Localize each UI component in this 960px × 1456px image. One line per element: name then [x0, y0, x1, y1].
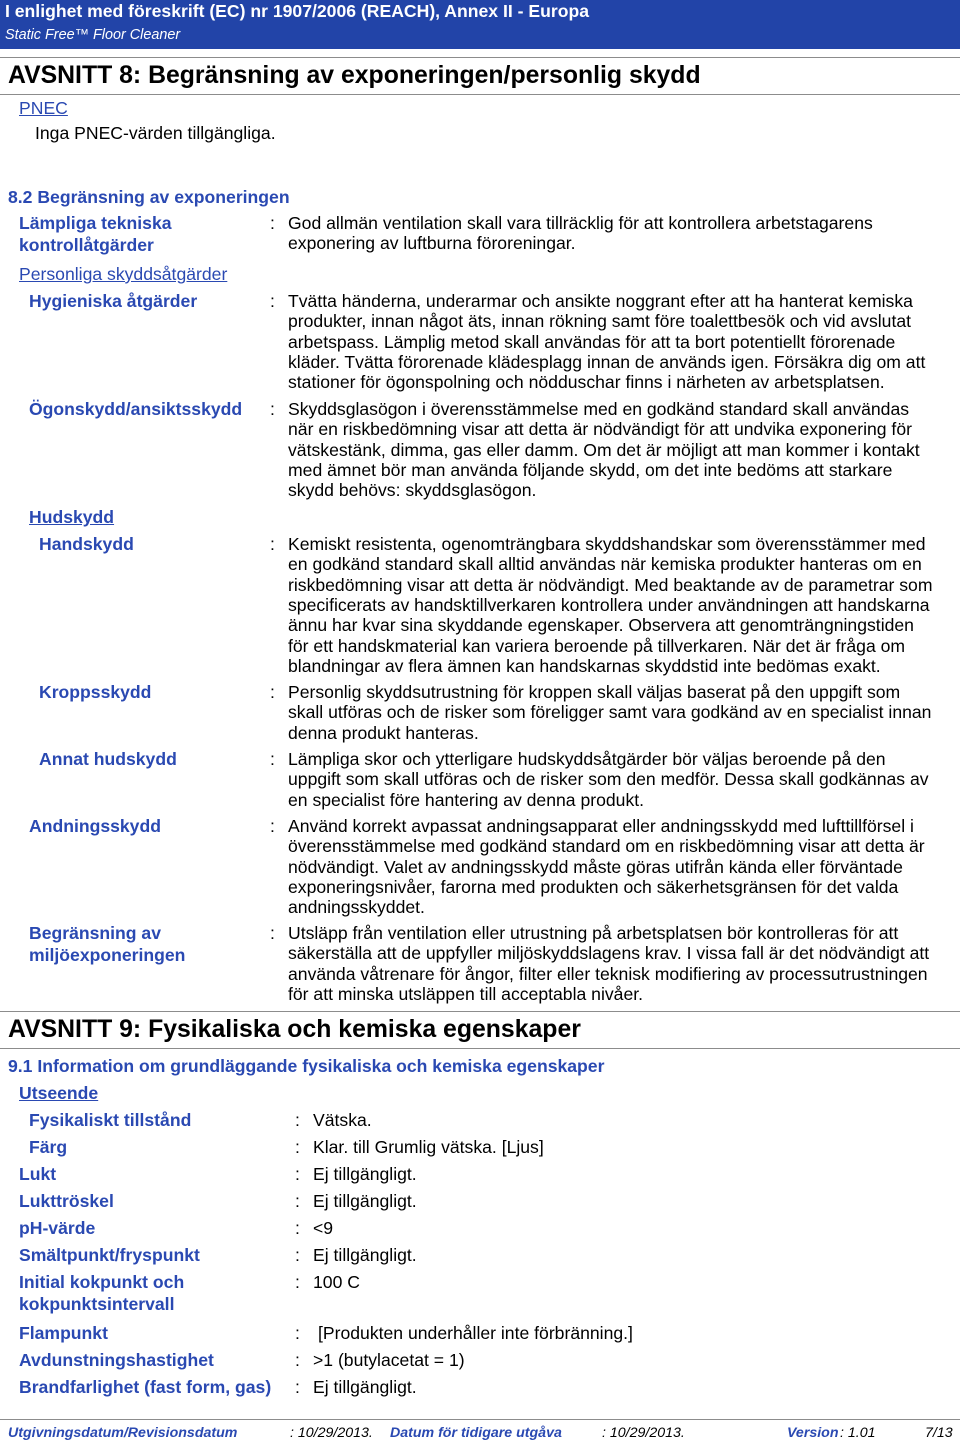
- body-protection-text-line: skall utföras och de risker som föreligger samt vara godkänd av en specialist innan: [288, 702, 932, 723]
- environmental-exposure-text-line: säkerställa att de uppfyller miljöskyddslagens krav. I vissa fall är det nödvändigt att: [288, 943, 930, 964]
- separator-colon: :: [295, 1164, 300, 1184]
- separator-colon: :: [295, 1377, 300, 1397]
- hand-protection-text-line: en godkänd standard skall alltid användas när kemiska produkter hanteras om en: [288, 554, 922, 575]
- boiling-point-label-line: Initial kokpunkt och: [19, 1272, 185, 1292]
- environmental-exposure-label-line: miljöexponeringen: [29, 945, 186, 965]
- property-label-odor: Lukt: [19, 1164, 57, 1184]
- engineering-controls-label-line: kontrollåtgärder: [19, 235, 154, 255]
- property-value-evaporation-rate: >1 (butylacetat = 1): [313, 1350, 465, 1370]
- skin-protection-heading: Hudskydd: [29, 507, 115, 527]
- other-skin-protection-value: [288, 749, 929, 810]
- body-protection-label: Kroppsskydd: [39, 682, 152, 702]
- hand-protection-text-line: ännu har kvar sina skyddande egenskaper. Observera att genomträngningstiden: [288, 615, 914, 636]
- section-9-header: [0, 1011, 960, 1049]
- eye-face-label: Ögonskydd/ansiktsskydd: [29, 399, 243, 419]
- separator-colon: :: [270, 923, 275, 943]
- hand-protection-text-line: specificerats av handsktillverkaren kontrollera under användningen att handskarna: [288, 594, 930, 615]
- property-label-flammability: Brandfarlighet (fast form, gas): [19, 1377, 272, 1397]
- hygiene-text-line: stationer för ögonspolning och nödduschar finns i närheten av arbetsplatsen.: [288, 372, 885, 393]
- environmental-exposure-text-line: för att minska utsläppen till acceptabla nivåer.: [288, 983, 644, 1004]
- separator-colon: :: [270, 213, 275, 233]
- engineering-controls-label-line: Lämpliga tekniska: [19, 213, 172, 233]
- product-name: Static Free™ Floor Cleaner: [5, 27, 181, 43]
- separator-colon: :: [270, 291, 275, 311]
- engineering-controls-value: [288, 213, 873, 254]
- body-protection-text-line: denna produkt hanteras.: [288, 722, 479, 743]
- section-8-title: AVSNITT 8: Begränsning av exponeringen/personlig skydd: [8, 62, 701, 89]
- separator-colon: :: [295, 1218, 300, 1238]
- separator-colon: :: [270, 816, 275, 836]
- separator-colon: :: [295, 1272, 300, 1292]
- separator-colon: :: [270, 682, 275, 702]
- property-label-evaporation-rate: Avdunstningshastighet: [19, 1350, 214, 1370]
- property-label-odor-threshold: Lukttröskel: [19, 1191, 114, 1211]
- footer-previous-date-label: Datum för tidigare utgåva: [390, 1425, 562, 1441]
- property-label-ph: pH-värde: [19, 1218, 96, 1238]
- appearance-heading: Utseende: [19, 1083, 99, 1103]
- eye-face-text-line: vätskestänk, dimma, gas eller damm. Om det är möjligt att man kommer i kontakt: [288, 439, 920, 460]
- respiratory-protection-text-line: exponeringsnivåer, farorna med produkten och säkerhetsgränsen för det valda: [288, 876, 899, 897]
- eye-face-text-line: när en riskbedömning visar att detta är nödvändigt för att undvika exponering för: [288, 419, 912, 440]
- hygiene-text-line: Tvätta händerna, underarmar och ansikte noggrant efter att ha hanterat kemiska: [288, 291, 913, 311]
- eye-face-text-line: med ämnet bör man använda följande skydd, om det inte bedöms att starkare: [288, 459, 893, 480]
- environmental-exposure-label-line: Begränsning av: [29, 923, 161, 943]
- footer-previous-date-value: : 10/29/2013.: [602, 1425, 685, 1441]
- engineering-controls-label: [19, 212, 172, 256]
- property-value-odor: Ej tillgängligt.: [313, 1164, 417, 1184]
- hand-protection-label: Handskydd: [39, 534, 134, 554]
- document-header: [0, 0, 960, 49]
- property-label-flash-point: Flampunkt: [19, 1323, 108, 1343]
- eye-face-text-line: Skyddsglasögon i överensstämmelse med en godkänd standard skall användas: [288, 399, 910, 419]
- section-8-header: [0, 57, 960, 95]
- personal-protection-heading: Personliga skyddsåtgärder: [19, 264, 228, 284]
- hygiene-value: [288, 291, 925, 393]
- property-value-melting-point: Ej tillgängligt.: [313, 1245, 417, 1265]
- basic-properties-subheading: 9.1 Information om grundläggande fysikaliska och kemiska egenskaper: [8, 1056, 605, 1076]
- engineering-controls-text-line: exponering av luftburna föroreningar.: [288, 233, 576, 254]
- section-9-title: AVSNITT 9: Fysikaliska och kemiska egenskaper: [8, 1016, 581, 1043]
- hygiene-text-line: arbetspass. Lämplig metod skall användas för att ta bort potentiellt förorenade: [288, 331, 896, 352]
- pnec-text: Inga PNEC-värden tillgängliga.: [35, 123, 276, 143]
- pnec-heading: PNEC: [19, 98, 68, 118]
- footer-version-label: Version: [787, 1425, 839, 1441]
- separator-colon: :: [295, 1245, 300, 1265]
- property-label-physical-state: Fysikaliskt tillstånd: [29, 1110, 192, 1130]
- eye-face-text-line: skydd behövs: skyddsglasögon.: [288, 480, 537, 501]
- property-value-physical-state: Vätska.: [313, 1110, 372, 1130]
- hygiene-text-line: produkter, innan något äts, innan rökning samt före toalettbesök och vid avslutat: [288, 311, 912, 332]
- hand-protection-text-line: för ett handskmaterial kan variera beroende på tillverkaren. När det är fråga om: [288, 635, 906, 656]
- separator-colon: :: [270, 534, 275, 554]
- separator-colon: :: [295, 1191, 300, 1211]
- property-value-boiling-point: 100 C: [313, 1272, 360, 1292]
- separator-colon: :: [270, 749, 275, 769]
- property-value-flash-point: [Produkten underhåller inte förbränning.]: [318, 1323, 633, 1343]
- respiratory-protection-text-line: andningsskyddet.: [288, 897, 425, 918]
- environmental-exposure-text-line: använda våtrenare för ångor, filter eller teknisk modifiering av processutrustningen: [288, 963, 928, 984]
- property-label-boiling-point: [19, 1271, 184, 1315]
- hand-protection-text-line: blandningar av flera ämnen kan handskarnas skyddstid inte bedömas exakt.: [288, 655, 881, 676]
- environmental-exposure-value: [288, 923, 929, 1004]
- property-value-color: Klar. till Grumlig vätska. [Ljus]: [313, 1137, 544, 1157]
- environmental-exposure-label: [29, 922, 185, 966]
- respiratory-protection-text-line: nödvändigt. Valet av andningsskydd måste göras utifrån kända eller förväntade: [288, 856, 903, 877]
- other-skin-protection-text-line: Lämpliga skor och ytterligare hudskyddsåtgärder bör väljas beroende på den: [288, 749, 886, 769]
- separator-colon: :: [270, 399, 275, 419]
- footer-version-value: : 1.01: [840, 1425, 876, 1441]
- footer-issue-date-label: Utgivningsdatum/Revisionsdatum: [8, 1425, 238, 1441]
- respiratory-protection-value: [288, 816, 925, 918]
- property-label-melting-point: Smältpunkt/fryspunkt: [19, 1245, 200, 1265]
- respiratory-protection-text-line: Använd korrekt avpassat andningsapparat eller andningsskydd med lufttillförsel i: [288, 816, 914, 836]
- hygiene-text-line: kläder. Tvätta förorenade klädesplagg innan de används igen. Försäkra dig om att: [288, 351, 926, 372]
- footer-page-number: 7/13: [925, 1425, 953, 1441]
- separator-colon: :: [295, 1350, 300, 1370]
- engineering-controls-text-line: God allmän ventilation skall vara tillräcklig för att kontrollera arbetstagarens: [288, 213, 873, 233]
- respiratory-protection-text-line: överensstämmelse med godkänd standard om en riskbedömning visar att detta är: [288, 836, 925, 857]
- hand-protection-value: [288, 534, 932, 676]
- hand-protection-text-line: riskbedömning visar att detta är nödvändigt. Med beaktande av de parametrar som: [288, 574, 933, 595]
- property-value-flammability: Ej tillgängligt.: [313, 1377, 417, 1397]
- property-value-odor-threshold: Ej tillgängligt.: [313, 1191, 417, 1211]
- property-value-ph: <9: [313, 1218, 334, 1238]
- exposure-controls-subheading: 8.2 Begränsning av exponeringen: [8, 187, 290, 207]
- boiling-point-label-line: kokpunktsintervall: [19, 1294, 175, 1314]
- other-skin-protection-text-line: uppgift som skall utföras och de risker som den medför. Dessa skall godkännas av: [288, 769, 929, 790]
- separator-colon: :: [295, 1137, 300, 1157]
- hygiene-label: Hygieniska åtgärder: [29, 291, 198, 311]
- body-protection-value: [288, 682, 931, 743]
- footer-issue-date-value: : 10/29/2013.: [290, 1425, 373, 1441]
- separator-colon: :: [295, 1323, 300, 1343]
- respiratory-protection-label: Andningsskydd: [29, 816, 161, 836]
- eye-face-value: [288, 399, 920, 501]
- hand-protection-text-line: Kemiskt resistenta, ogenomträngbara skyddshandskar som överensstämmer med: [288, 534, 926, 554]
- body-protection-text-line: Personlig skyddsutrustning för kroppen skall väljas baserat på den uppgift som: [288, 682, 901, 702]
- separator-colon: :: [295, 1110, 300, 1130]
- other-skin-protection-text-line: en specialist före hantering av denna produkt.: [288, 789, 645, 810]
- regulation-line: I enlighet med föreskrift (EC) nr 1907/2006 (REACH), Annex II - Europa: [5, 1, 589, 21]
- property-label-color: Färg: [29, 1137, 68, 1157]
- other-skin-protection-label: Annat hudskydd: [39, 749, 177, 769]
- environmental-exposure-text-line: Utsläpp från ventilation eller utrustning på arbetsplatsen bör kontrolleras för att: [288, 923, 899, 943]
- footer-divider: [0, 1419, 960, 1420]
